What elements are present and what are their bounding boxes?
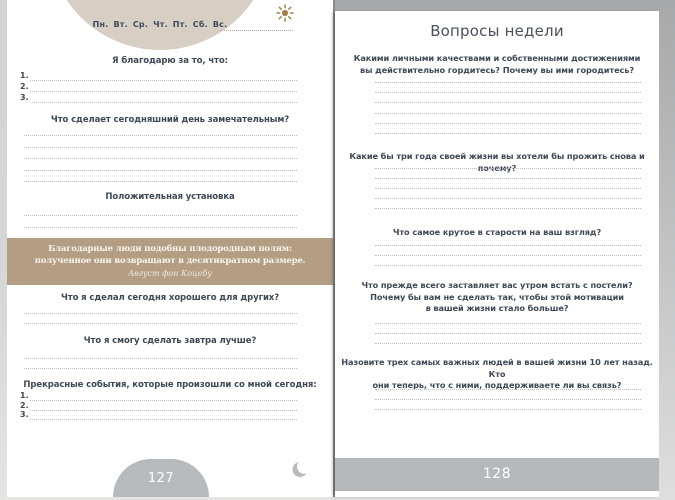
great-day-heading: Что сделает сегодняшний день замечательным? [50, 115, 290, 125]
page-number-band [335, 458, 659, 491]
line-number: 3. [20, 93, 29, 102]
writing-line [375, 255, 641, 256]
page-number-right: 128 [482, 466, 512, 482]
question-1-line-2: вы действительно гордитесь? Почему вы ими городитесь? [360, 64, 634, 75]
question-5 [335, 357, 659, 392]
line-number: 2. [20, 82, 29, 91]
question-5-line-1: Назовите трех самых важных людей в вашей жизни 10 лет назад. Кто [341, 357, 653, 379]
question-1-line-1: Какими личными качествами и собственными достижениями [353, 53, 641, 63]
writing-line [375, 102, 641, 103]
events-line-1 [20, 391, 297, 401]
journal-page-right [335, 11, 659, 497]
writing-line [24, 158, 297, 159]
writing-line [24, 358, 297, 359]
question-2 [335, 151, 659, 174]
line-number: 1. [20, 391, 29, 400]
question-3 [335, 227, 659, 239]
gratitude-heading: Я благодарю за то, что: [112, 56, 228, 66]
great-events-heading: Прекрасные события, которые произошли со мной сегодня: [23, 380, 317, 390]
writing-line [375, 178, 641, 179]
writing-line [375, 198, 641, 199]
writing-line [30, 101, 297, 103]
writing-line [375, 265, 641, 266]
line-number: 1. [20, 71, 29, 80]
better-tomorrow-heading: Что я смогу сделать завтра лучше? [83, 336, 257, 346]
gratitude-line-3 [20, 93, 297, 103]
quote-text: Благодарные люди подобны плодородным полям: полученное они возвращают в десятикратном размере. [34, 244, 306, 266]
writing-line [375, 113, 641, 114]
question-3-line-1: Что самое крутое в старости на ваш взгляд? [392, 227, 602, 237]
writing-line [375, 389, 641, 390]
question-4-line-3: в вашей жизни стало больше? [425, 303, 569, 313]
page-title: Вопросы недели [430, 22, 564, 40]
writing-line [24, 215, 297, 216]
writing-line [24, 227, 297, 228]
question-2-line-1: Какие бы три года своей жизни вы хотели бы прожить снова и почему? [349, 151, 645, 173]
writing-line [24, 170, 297, 171]
gratitude-line-1 [20, 71, 297, 81]
question-1 [335, 53, 659, 76]
line-number: 2. [20, 401, 29, 410]
writing-line [24, 181, 297, 182]
writing-line [375, 409, 641, 410]
weekday-row: Пн. Вт. Ср. Чт. Пт. Сб. Вс. [92, 20, 228, 29]
page-number-left: 127 [147, 471, 175, 486]
writing-line [24, 313, 297, 314]
quote-author: Август фон Коцебу [128, 269, 212, 278]
writing-line [24, 368, 297, 369]
writing-line [375, 168, 641, 169]
events-line-3 [20, 410, 297, 420]
writing-line [30, 418, 297, 420]
question-5-line-2: они теперь, что с ними, поддерживаете ли вы связь? [372, 380, 622, 390]
writing-line [30, 79, 297, 81]
moon-icon [291, 459, 311, 479]
question-4 [335, 280, 659, 315]
positive-heading: Положительная установка [105, 192, 235, 202]
writing-line [375, 188, 641, 189]
gratitude-line-2 [20, 82, 297, 92]
question-4-line-1: Что прежде всего заставляет вас утром встать с постели? [361, 280, 633, 290]
good-deeds-heading: Что я сделал сегодня хорошего для других? [60, 293, 280, 303]
writing-line [375, 208, 641, 209]
writing-line [24, 323, 297, 324]
journal-page-left [7, 0, 333, 497]
writing-line [375, 123, 641, 124]
question-4-line-2: Почему бы вам не сделать так, чтобы этой мотивации [370, 291, 624, 302]
writing-line [375, 82, 641, 83]
page-number-dome [113, 459, 209, 497]
writing-line [30, 90, 297, 92]
writing-line [375, 245, 641, 246]
writing-line [375, 343, 641, 344]
writing-line [24, 135, 297, 136]
line-number: 3. [20, 410, 29, 419]
writing-line [375, 133, 641, 134]
quote-block [7, 238, 333, 285]
date-line [220, 30, 293, 31]
writing-line [375, 333, 641, 334]
writing-line [24, 147, 297, 148]
writing-line [375, 92, 641, 93]
writing-line [375, 399, 641, 400]
writing-line [375, 323, 641, 324]
sun-icon [275, 3, 295, 23]
